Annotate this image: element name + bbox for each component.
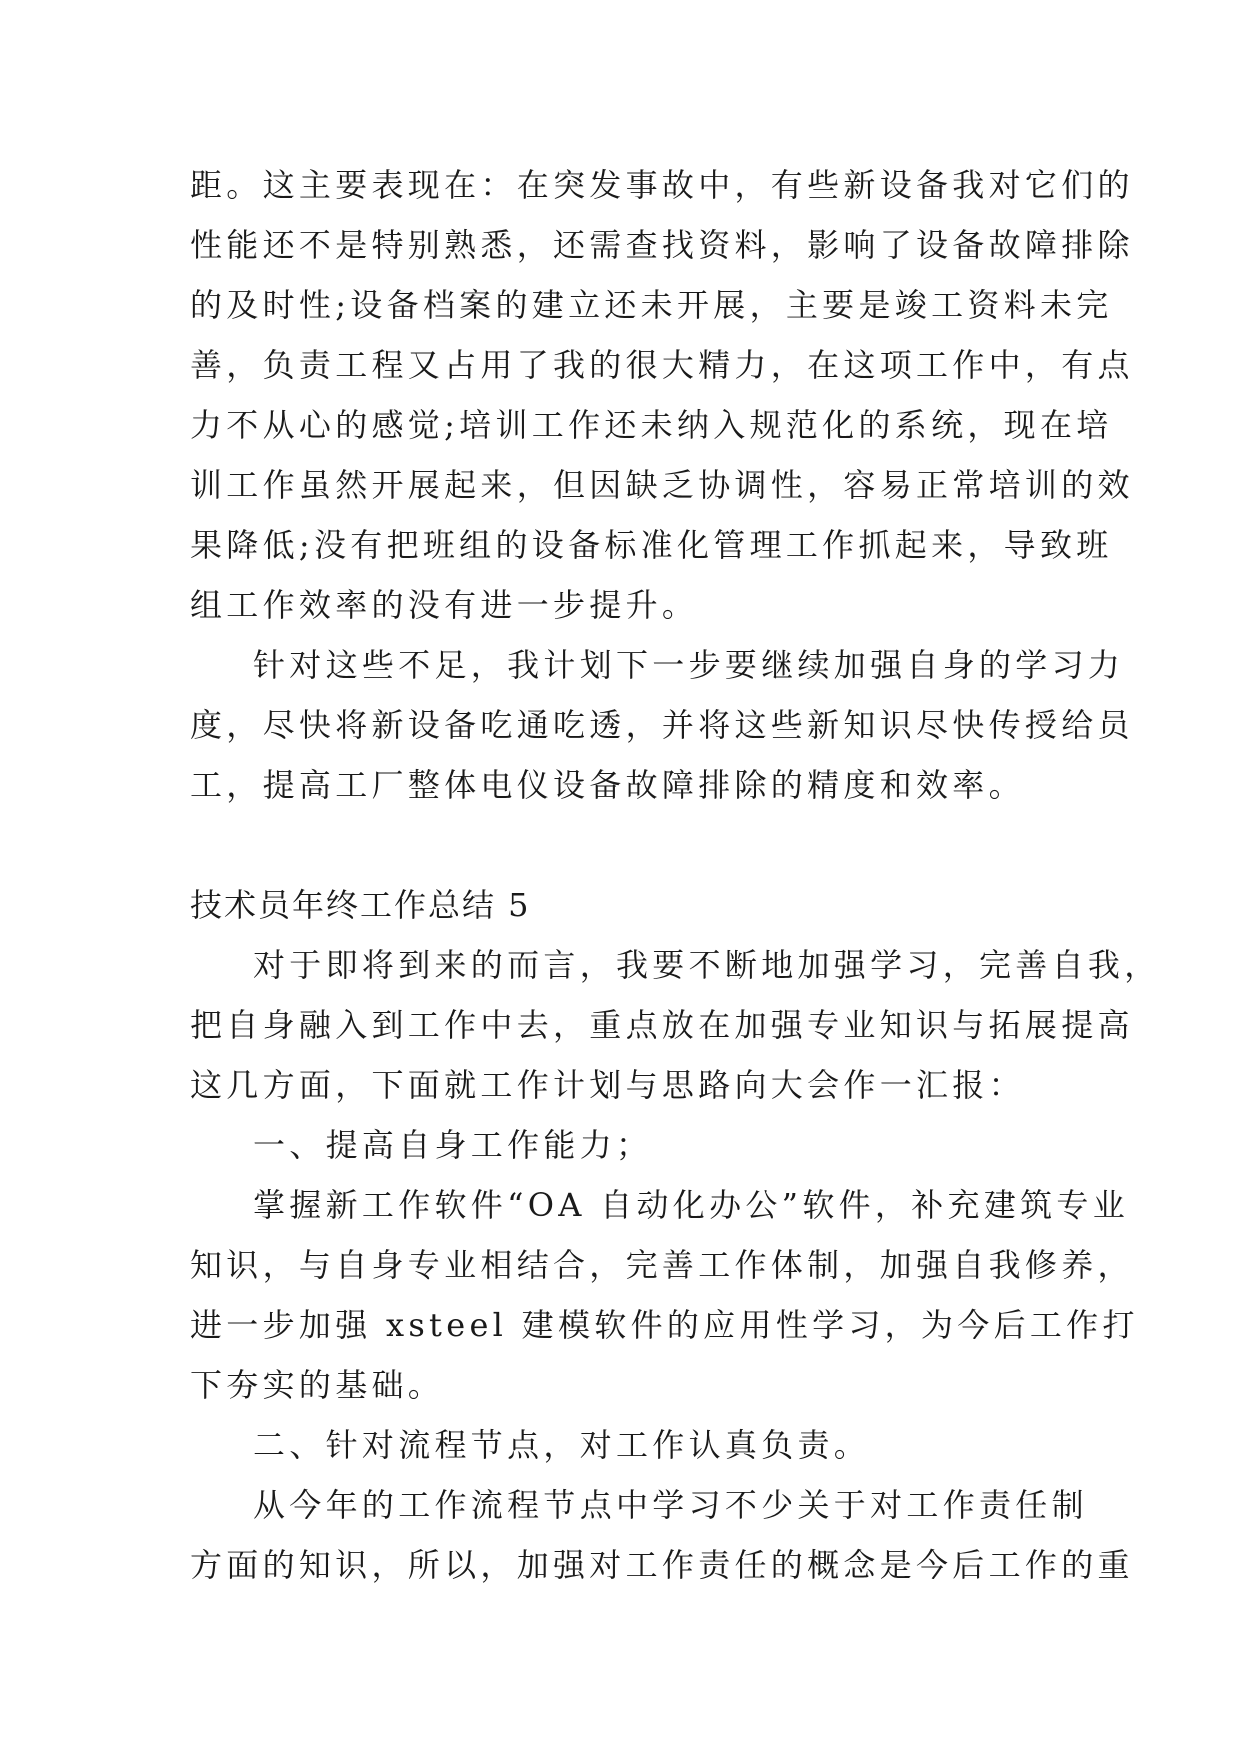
paragraph-line: 度，尽快将新设备吃通吃透，并将这些新知识尽快传授给员 (190, 706, 1134, 744)
paragraph-line: 组工作效率的没有进一步提升。 (190, 586, 699, 624)
paragraph-line: 对于即将到来的而言，我要不断地加强学习，完善自我， (253, 946, 1161, 984)
paragraph-line: 从今年的工作流程节点中学习不少关于对工作责任制 (253, 1486, 1088, 1524)
paragraph-line: 进一步加强 xsteel 建模软件的应用性学习，为今后工作打 (190, 1306, 1139, 1344)
paragraph-line: 下夯实的基础。 (190, 1366, 445, 1404)
list-item-heading: 二、针对流程节点，对工作认真负责。 (253, 1426, 871, 1464)
paragraph-line: 知识，与自身专业相结合，完善工作体制，加强自我修养， (190, 1246, 1134, 1284)
paragraph-line: 训工作虽然开展起来，但因缺乏协调性，容易正常培训的效 (190, 466, 1134, 504)
paragraph-line: 掌握新工作软件“OA 自动化办公”软件，补充建筑专业 (253, 1186, 1130, 1224)
paragraph-line: 把自身融入到工作中去，重点放在加强专业知识与拓展提高 (190, 1006, 1134, 1044)
paragraph-line: 性能还不是特别熟悉，还需查找资料，影响了设备故障排除 (190, 226, 1134, 264)
paragraph-line: 的及时性;设备档案的建立还未开展，主要是竣工资料未完 (190, 286, 1113, 324)
paragraph-line: 力不从心的感觉;培训工作还未纳入规范化的系统，现在培 (190, 406, 1113, 444)
list-item-heading: 一、提高自身工作能力； (253, 1126, 653, 1164)
paragraph-line: 方面的知识，所以，加强对工作责任的概念是今后工作的重 (190, 1546, 1134, 1584)
section-title: 技术员年终工作总结 5 (190, 886, 531, 924)
paragraph-line: 果降低;没有把班组的设备标准化管理工作抓起来，导致班 (190, 526, 1113, 564)
paragraph-line: 针对这些不足，我计划下一步要继续加强自身的学习力 (253, 646, 1125, 684)
paragraph-line: 这几方面，下面就工作计划与思路向大会作一汇报： (190, 1066, 1025, 1104)
paragraph-line: 善，负责工程又占用了我的很大精力，在这项工作中，有点 (190, 346, 1134, 384)
paragraph-line: 工，提高工厂整体电仪设备故障排除的精度和效率。 (190, 766, 1025, 804)
paragraph-line: 距。这主要表现在：在突发事故中，有些新设备我对它们的 (190, 166, 1134, 204)
